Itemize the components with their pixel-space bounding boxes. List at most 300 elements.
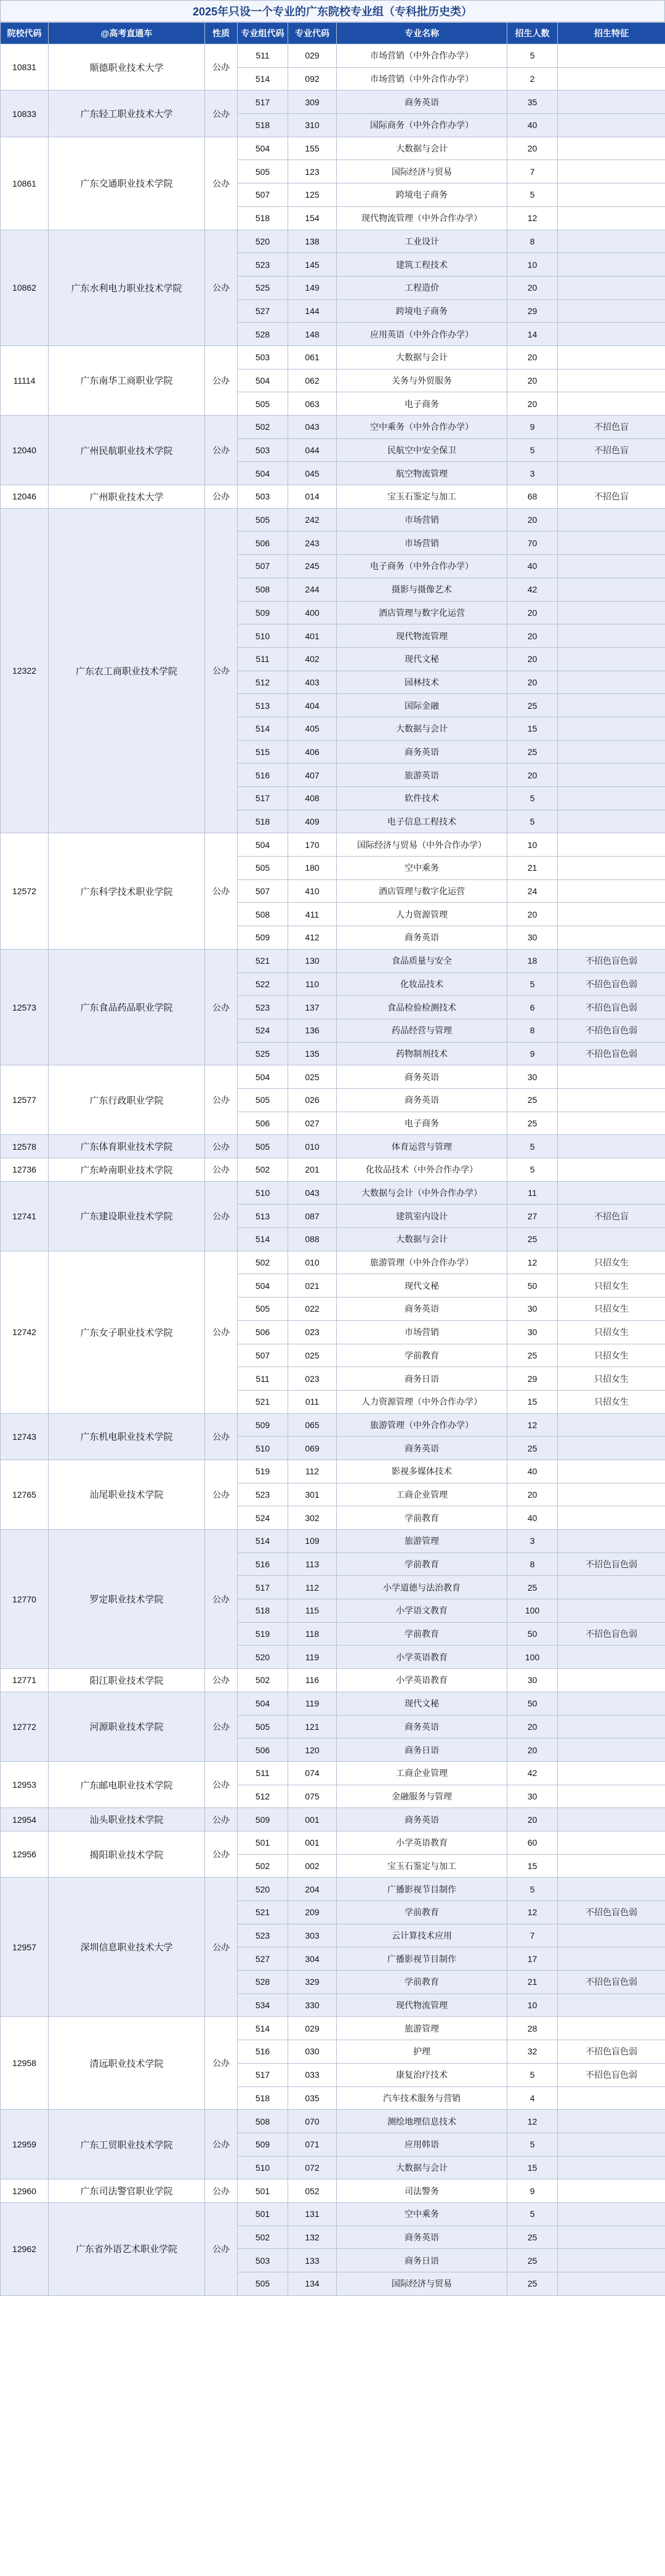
nature-cell: 公办 [205, 1135, 238, 1158]
feature-cell [558, 1785, 665, 1808]
group-code-cell: 505 [238, 1088, 288, 1112]
major-name-cell: 现代文秘 [337, 1274, 507, 1298]
major-name-cell: 电子信息工程技术 [337, 810, 507, 833]
feature-cell [558, 323, 665, 346]
group-code-cell: 510 [238, 624, 288, 648]
feature-cell [558, 740, 665, 764]
quota-cell: 30 [507, 1320, 558, 1344]
major-name-cell: 宝玉石鉴定与加工 [337, 1854, 507, 1878]
feature-cell [558, 1993, 665, 2017]
feature-cell [558, 903, 665, 926]
quota-cell: 42 [507, 1761, 558, 1785]
quota-cell: 68 [507, 485, 558, 509]
feature-cell [558, 1065, 665, 1089]
feature-cell [558, 2179, 665, 2203]
group-code-cell: 501 [238, 2202, 288, 2226]
major-name-cell: 空中乘务（中外合作办学） [337, 416, 507, 439]
major-code-cell: 062 [288, 369, 337, 392]
table-row [1, 1251, 665, 1274]
quota-cell: 20 [507, 1483, 558, 1506]
quota-cell: 7 [507, 1924, 558, 1947]
major-code-cell: 010 [288, 1135, 337, 1158]
major-code-cell: 302 [288, 1506, 337, 1530]
major-code-cell: 030 [288, 2040, 337, 2064]
table-row [1, 1692, 665, 1715]
quota-cell: 50 [507, 1692, 558, 1715]
major-code-cell: 023 [288, 1320, 337, 1344]
nature-cell: 公办 [205, 345, 238, 415]
major-code-cell: 330 [288, 1993, 337, 2017]
group-code-cell: 502 [238, 1158, 288, 1182]
quota-cell: 40 [507, 114, 558, 137]
table-row [1, 1669, 665, 1692]
feature-cell [558, 1924, 665, 1947]
quota-cell: 100 [507, 1599, 558, 1623]
quota-cell: 5 [507, 2133, 558, 2156]
feature-cell: 不招色盲色弱 [558, 1971, 665, 1994]
major-code-cell: 204 [288, 1878, 337, 1901]
feature-cell [558, 787, 665, 810]
group-code-cell: 509 [238, 1413, 288, 1437]
major-name-cell: 体育运营与管理 [337, 1135, 507, 1158]
major-name-cell: 化妆品技术（中外合作办学） [337, 1158, 507, 1182]
major-name-cell: 建筑室内设计 [337, 1205, 507, 1228]
feature-cell [558, 1088, 665, 1112]
group-code-cell: 505 [238, 160, 288, 184]
nature-cell: 公办 [205, 137, 238, 230]
quota-cell: 30 [507, 1669, 558, 1692]
major-code-cell: 070 [288, 2110, 337, 2133]
feature-cell [558, 764, 665, 787]
school-name-cell: 广东工贸职业技术学院 [49, 2110, 205, 2179]
major-code-cell: 025 [288, 1344, 337, 1367]
group-code-cell: 513 [238, 694, 288, 717]
feature-cell [558, 671, 665, 694]
major-name-cell: 国际商务（中外合作办学） [337, 114, 507, 137]
feature-cell [558, 1738, 665, 1762]
major-code-cell: 052 [288, 2179, 337, 2203]
table-row [1, 1808, 665, 1831]
major-name-cell: 大数据与会计（中外合作办学） [337, 1181, 507, 1205]
major-code-cell: 010 [288, 1251, 337, 1274]
school-code-cell: 12322 [1, 508, 49, 833]
school-name-cell: 广东交通职业技术学院 [49, 137, 205, 230]
major-name-cell: 航空物流管理 [337, 462, 507, 485]
group-code-cell: 504 [238, 1692, 288, 1715]
major-code-cell: 402 [288, 647, 337, 671]
feature-cell [558, 345, 665, 369]
group-code-cell: 525 [238, 276, 288, 299]
quota-cell: 32 [507, 2040, 558, 2064]
quota-cell: 15 [507, 1854, 558, 1878]
nature-cell: 公办 [205, 1460, 238, 1529]
major-code-cell: 404 [288, 694, 337, 717]
school-name-cell: 广东水利电力职业技术学院 [49, 230, 205, 345]
feature-cell: 不招色盲 [558, 1205, 665, 1228]
school-code-cell: 12765 [1, 1460, 49, 1529]
feature-cell [558, 1483, 665, 1506]
group-code-cell: 515 [238, 740, 288, 764]
quota-cell: 7 [507, 160, 558, 184]
major-code-cell: 088 [288, 1228, 337, 1251]
quota-cell: 50 [507, 1274, 558, 1298]
group-code-cell: 505 [238, 857, 288, 880]
quota-cell: 5 [507, 1878, 558, 1901]
group-code-cell: 505 [238, 1298, 288, 1321]
table-row [1, 1413, 665, 1437]
major-name-cell: 化妆品技术 [337, 972, 507, 996]
major-code-cell: 136 [288, 1019, 337, 1042]
school-code-cell: 12741 [1, 1181, 49, 1251]
feature-cell: 不招色盲色弱 [558, 2063, 665, 2086]
group-code-cell: 504 [238, 833, 288, 857]
major-code-cell: 071 [288, 2133, 337, 2156]
school-code-cell: 12770 [1, 1530, 49, 1669]
quota-cell: 5 [507, 972, 558, 996]
school-code-cell: 12736 [1, 1158, 49, 1182]
group-code-cell: 528 [238, 1971, 288, 1994]
feature-cell [558, 299, 665, 323]
group-code-cell: 514 [238, 2017, 288, 2040]
quota-cell: 25 [507, 1088, 558, 1112]
major-name-cell: 园林技术 [337, 671, 507, 694]
major-code-cell: 119 [288, 1645, 337, 1669]
school-code-cell: 12954 [1, 1808, 49, 1831]
table-row [1, 1530, 665, 1553]
group-code-cell: 520 [238, 1878, 288, 1901]
major-code-cell: 145 [288, 253, 337, 277]
quota-cell: 5 [507, 438, 558, 462]
major-name-cell: 空中乘务 [337, 2202, 507, 2226]
feature-cell [558, 694, 665, 717]
major-name-cell: 国际经济与贸易（中外合作办学） [337, 833, 507, 857]
quota-cell: 14 [507, 323, 558, 346]
col-header-major-name: 专业名称 [337, 23, 507, 44]
major-code-cell: 131 [288, 2202, 337, 2226]
quota-cell: 10 [507, 253, 558, 277]
group-code-cell: 523 [238, 996, 288, 1019]
major-name-cell: 国际金融 [337, 694, 507, 717]
school-name-cell: 广东南华工商职业学院 [49, 345, 205, 415]
feature-cell [558, 833, 665, 857]
table-row [1, 416, 665, 439]
major-name-cell: 学前教育 [337, 1344, 507, 1367]
quota-cell: 21 [507, 857, 558, 880]
major-name-cell: 电子商务（中外合作办学） [337, 555, 507, 578]
major-name-cell: 摄影与摄像艺术 [337, 578, 507, 601]
quota-cell: 20 [507, 671, 558, 694]
major-code-cell: 410 [288, 879, 337, 903]
feature-cell: 只招女生 [558, 1344, 665, 1367]
feature-cell [558, 160, 665, 184]
major-name-cell: 工商企业管理 [337, 1483, 507, 1506]
group-code-cell: 505 [238, 1715, 288, 1738]
major-name-cell: 旅游英语 [337, 764, 507, 787]
major-name-cell: 旅游管理（中外合作办学） [337, 1413, 507, 1437]
major-name-cell: 应用英语（中外合作办学） [337, 323, 507, 346]
group-code-cell: 502 [238, 1251, 288, 1274]
major-code-cell: 022 [288, 1298, 337, 1321]
school-code-cell: 12743 [1, 1413, 49, 1460]
major-code-cell: 001 [288, 1808, 337, 1831]
major-code-cell: 209 [288, 1901, 337, 1924]
major-code-cell: 412 [288, 926, 337, 950]
major-name-cell: 康复治疗技术 [337, 2063, 507, 2086]
major-code-cell: 120 [288, 1738, 337, 1762]
major-code-cell: 170 [288, 833, 337, 857]
feature-cell [558, 555, 665, 578]
group-code-cell: 520 [238, 1645, 288, 1669]
feature-cell [558, 91, 665, 114]
group-code-cell: 508 [238, 578, 288, 601]
quota-cell: 20 [507, 1738, 558, 1762]
quota-cell: 25 [507, 1437, 558, 1460]
feature-cell [558, 2110, 665, 2133]
col-header-group-code: 专业组代码 [238, 23, 288, 44]
feature-cell [558, 137, 665, 160]
major-name-cell: 跨境电子商务 [337, 184, 507, 207]
feature-cell: 不招色盲色弱 [558, 972, 665, 996]
group-code-cell: 514 [238, 1530, 288, 1553]
feature-cell [558, 1437, 665, 1460]
major-code-cell: 406 [288, 740, 337, 764]
major-code-cell: 304 [288, 1947, 337, 1971]
major-name-cell: 商务日语 [337, 1738, 507, 1762]
major-code-cell: 021 [288, 1274, 337, 1298]
quota-cell: 21 [507, 1971, 558, 1994]
major-code-cell: 130 [288, 949, 337, 972]
major-code-cell: 121 [288, 1715, 337, 1738]
group-code-cell: 517 [238, 1576, 288, 1599]
feature-cell [558, 206, 665, 230]
col-header-major-code: 专业代码 [288, 23, 337, 44]
major-code-cell: 087 [288, 1205, 337, 1228]
quota-cell: 5 [507, 184, 558, 207]
school-name-cell: 汕尾职业技术学院 [49, 1460, 205, 1529]
group-code-cell: 516 [238, 1552, 288, 1576]
table-row [1, 508, 665, 531]
feature-cell: 不招色盲 [558, 485, 665, 509]
major-code-cell: 134 [288, 2272, 337, 2296]
group-code-cell: 504 [238, 369, 288, 392]
school-name-cell: 广东科学技术职业学院 [49, 833, 205, 949]
school-name-cell: 广州职业技术大学 [49, 485, 205, 509]
major-name-cell: 工程造价 [337, 276, 507, 299]
feature-cell [558, 276, 665, 299]
major-name-cell: 工商企业管理 [337, 1761, 507, 1785]
major-name-cell: 测绘地理信息技术 [337, 2110, 507, 2133]
group-code-cell: 510 [238, 1437, 288, 1460]
nature-cell: 公办 [205, 1181, 238, 1251]
feature-cell [558, 508, 665, 531]
feature-cell [558, 624, 665, 648]
major-code-cell: 110 [288, 972, 337, 996]
feature-cell [558, 926, 665, 950]
quota-cell: 24 [507, 879, 558, 903]
group-code-cell: 527 [238, 299, 288, 323]
feature-cell [558, 1181, 665, 1205]
quota-cell: 20 [507, 764, 558, 787]
group-code-cell: 514 [238, 717, 288, 740]
group-code-cell: 516 [238, 764, 288, 787]
school-name-cell: 广东省外语艺术职业学院 [49, 2202, 205, 2295]
group-code-cell: 517 [238, 787, 288, 810]
quota-cell: 3 [507, 462, 558, 485]
quota-cell: 12 [507, 1901, 558, 1924]
school-name-cell: 揭阳职业技术学院 [49, 1831, 205, 1877]
feature-cell [558, 1135, 665, 1158]
group-code-cell: 521 [238, 949, 288, 972]
major-name-cell: 商务英语 [337, 1298, 507, 1321]
table-row [1, 230, 665, 253]
quota-cell: 5 [507, 1158, 558, 1182]
group-code-cell: 509 [238, 1808, 288, 1831]
quota-cell: 40 [507, 555, 558, 578]
major-code-cell: 411 [288, 903, 337, 926]
nature-cell: 公办 [205, 416, 238, 485]
quota-cell: 8 [507, 1552, 558, 1576]
major-code-cell: 135 [288, 1042, 337, 1065]
major-code-cell: 149 [288, 276, 337, 299]
page-title: 2025年只设一个专业的广东院校专业组（专科批历史类） [0, 0, 665, 22]
feature-cell [558, 184, 665, 207]
group-code-cell: 509 [238, 601, 288, 624]
major-name-cell: 国际经济与贸易 [337, 2272, 507, 2296]
major-name-cell: 商务英语 [337, 1088, 507, 1112]
major-code-cell: 075 [288, 1785, 337, 1808]
feature-cell [558, 1947, 665, 1971]
group-code-cell: 502 [238, 1669, 288, 1692]
major-code-cell: 137 [288, 996, 337, 1019]
major-code-cell: 201 [288, 1158, 337, 1182]
group-code-cell: 509 [238, 2133, 288, 2156]
feature-cell [558, 1228, 665, 1251]
group-code-cell: 527 [238, 1947, 288, 1971]
group-code-cell: 502 [238, 2226, 288, 2249]
quota-cell: 3 [507, 1530, 558, 1553]
major-code-cell: 112 [288, 1576, 337, 1599]
nature-cell: 公办 [205, 2110, 238, 2179]
feature-cell [558, 1158, 665, 1182]
col-header-nature: 性质 [205, 23, 238, 44]
quota-cell: 15 [507, 2156, 558, 2179]
major-name-cell: 软件技术 [337, 787, 507, 810]
major-name-cell: 关务与外贸服务 [337, 369, 507, 392]
school-name-cell: 广东轻工职业技术大学 [49, 91, 205, 137]
feature-cell: 只招女生 [558, 1320, 665, 1344]
quota-cell: 9 [507, 1042, 558, 1065]
feature-cell: 不招色盲色弱 [558, 1019, 665, 1042]
group-code-cell: 511 [238, 647, 288, 671]
group-code-cell: 520 [238, 230, 288, 253]
major-code-cell: 011 [288, 1390, 337, 1413]
group-code-cell: 522 [238, 972, 288, 996]
group-code-cell: 518 [238, 114, 288, 137]
school-code-cell: 12742 [1, 1251, 49, 1413]
feature-cell [558, 1878, 665, 1901]
school-code-cell: 12962 [1, 2202, 49, 2295]
school-code-cell: 12958 [1, 2017, 49, 2110]
feature-cell [558, 578, 665, 601]
table-row [1, 1831, 665, 1854]
quota-cell: 35 [507, 91, 558, 114]
major-code-cell: 023 [288, 1367, 337, 1391]
feature-cell [558, 114, 665, 137]
major-name-cell: 应用韩语 [337, 2133, 507, 2156]
major-name-cell: 小学道德与法治教育 [337, 1576, 507, 1599]
feature-cell [558, 1831, 665, 1854]
quota-cell: 20 [507, 508, 558, 531]
table-row [1, 137, 665, 160]
feature-cell [558, 1460, 665, 1483]
major-code-cell: 407 [288, 764, 337, 787]
major-code-cell: 026 [288, 1088, 337, 1112]
nature-cell: 公办 [205, 230, 238, 345]
quota-cell: 12 [507, 1413, 558, 1437]
table-row [1, 1065, 665, 1089]
major-name-cell: 大数据与会计 [337, 717, 507, 740]
major-code-cell: 043 [288, 416, 337, 439]
feature-cell [558, 879, 665, 903]
major-name-cell: 大数据与会计 [337, 137, 507, 160]
quota-cell: 6 [507, 996, 558, 1019]
group-code-cell: 502 [238, 416, 288, 439]
major-code-cell: 138 [288, 230, 337, 253]
col-header-quota: 招生人数 [507, 23, 558, 44]
major-name-cell: 学前教育 [337, 1506, 507, 1530]
group-code-cell: 512 [238, 1785, 288, 1808]
major-code-cell: 027 [288, 1112, 337, 1135]
quota-cell: 29 [507, 1367, 558, 1391]
quota-cell: 30 [507, 1785, 558, 1808]
feature-cell: 不招色盲色弱 [558, 996, 665, 1019]
major-name-cell: 大数据与会计 [337, 345, 507, 369]
feature-cell [558, 857, 665, 880]
feature-cell [558, 810, 665, 833]
school-name-cell: 广州民航职业技术学院 [49, 416, 205, 485]
major-name-cell: 市场营销 [337, 508, 507, 531]
major-code-cell: 061 [288, 345, 337, 369]
major-code-cell: 155 [288, 137, 337, 160]
major-code-cell: 074 [288, 1761, 337, 1785]
feature-cell [558, 392, 665, 416]
feature-cell [558, 2202, 665, 2226]
major-code-cell: 029 [288, 44, 337, 68]
group-code-cell: 528 [238, 323, 288, 346]
group-code-cell: 518 [238, 810, 288, 833]
group-code-cell: 512 [238, 671, 288, 694]
major-code-cell: 092 [288, 67, 337, 91]
school-code-cell: 12578 [1, 1135, 49, 1158]
major-name-cell: 商务英语 [337, 1808, 507, 1831]
feature-cell [558, 2249, 665, 2272]
school-code-cell: 12572 [1, 833, 49, 949]
school-name-cell: 汕头职业技术学院 [49, 1808, 205, 1831]
major-name-cell: 旅游管理（中外合作办学） [337, 1251, 507, 1274]
nature-cell: 公办 [205, 2202, 238, 2295]
feature-cell: 不招色盲色弱 [558, 949, 665, 972]
group-code-cell: 507 [238, 555, 288, 578]
table-row [1, 44, 665, 68]
major-name-cell: 小学英语教育 [337, 1645, 507, 1669]
feature-cell [558, 1692, 665, 1715]
major-code-cell: 125 [288, 184, 337, 207]
major-code-cell: 403 [288, 671, 337, 694]
school-code-cell: 11114 [1, 345, 49, 415]
school-name-cell: 广东司法警官职业学院 [49, 2179, 205, 2203]
quota-cell: 5 [507, 810, 558, 833]
nature-cell: 公办 [205, 1761, 238, 1807]
